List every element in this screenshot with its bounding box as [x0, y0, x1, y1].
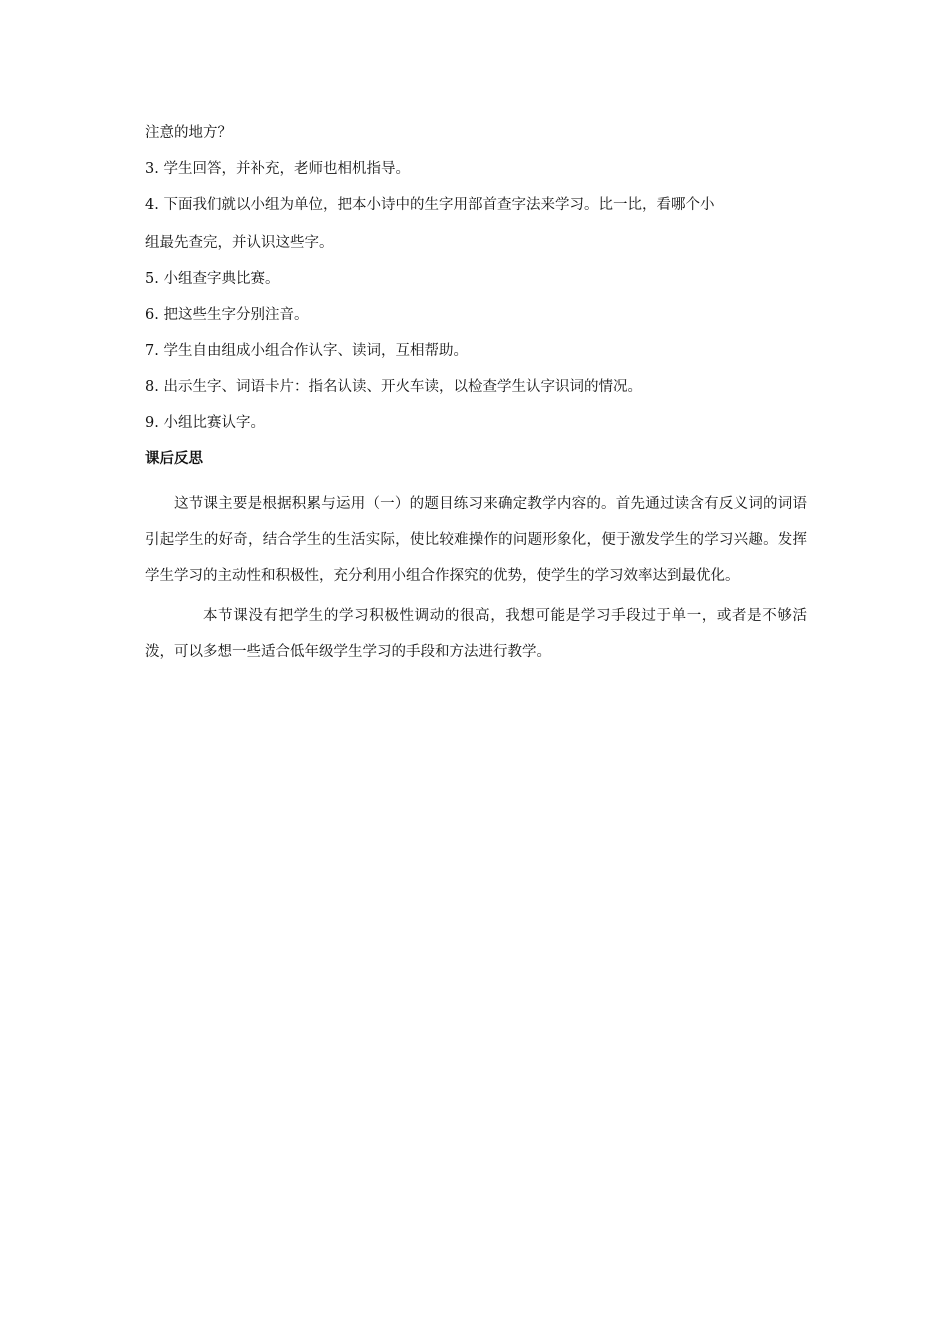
step-4: 4. 下面我们就以小组为单位，把本小诗中的生字用部首查字法来学习。比一比，看哪个小 — [145, 197, 715, 213]
section-heading: 课后反思 — [145, 451, 203, 467]
reflection-paragraph-1: 这节课主要是根据积累与运用（一）的题目练习来确定教学内容的。首先通过读含有反义词的词语引起学生的好奇，结合学生的生活实际，使比较难操作的问题形象化，便于激发学生的学习兴趣。发挥学生学习的主动性和积极性，充分利用小组合作探究的优势，使学生的学习效率达到最优化。 — [145, 496, 807, 584]
step-3: 3. 学生回答，并补充，老师也相机指导。 — [145, 161, 410, 177]
reflection-paragraph-2: 本节课没有把学生的学习积极性调动的很高，我想可能是学习手段过于单一，或者是不够活泼，可以多想一些适合低年级学生学习的手段和方法进行教学。 — [145, 608, 807, 660]
step-9: 9. 小组比赛认字。 — [145, 415, 265, 431]
step-4-continued: 组最先查完，并认识这些字。 — [145, 235, 334, 251]
step-7: 7. 学生自由组成小组合作认字、读词，互相帮助。 — [145, 343, 468, 359]
document-body — [145, 124, 807, 670]
step-5: 5. 小组查字典比赛。 — [145, 271, 280, 287]
step-8: 8. 出示生字、词语卡片：指名认读、开火车读，以检查学生认字识词的情况。 — [145, 379, 642, 395]
text-line: 注意的地方？ — [145, 125, 232, 141]
step-6: 6. 把这些生字分别注音。 — [145, 307, 309, 323]
